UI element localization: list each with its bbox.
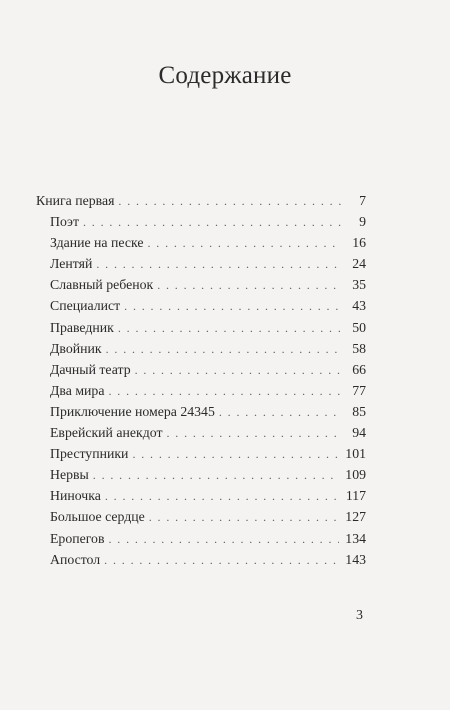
toc-entry-page: 16	[352, 235, 366, 251]
toc-entry-page: 143	[345, 551, 366, 567]
toc-entry-page: 24	[352, 256, 366, 272]
dot-leader	[157, 275, 342, 296]
toc-entry	[36, 485, 366, 506]
dot-leader	[93, 465, 340, 486]
toc-entry	[36, 528, 366, 549]
toc-entry-page: 117	[345, 488, 366, 504]
toc-entry	[36, 317, 366, 338]
toc-entry-page: 109	[345, 467, 366, 483]
toc-entry	[36, 253, 366, 274]
dot-leader	[118, 318, 342, 339]
toc-entry-label: Еврейский анекдот	[50, 425, 163, 441]
toc-entry	[36, 549, 366, 570]
page-number: 3	[356, 608, 363, 623]
toc-entry-label: Ниночка	[50, 488, 101, 504]
toc-entry-page: 43	[352, 298, 366, 314]
page-title: Содержание	[158, 62, 292, 89]
toc-entry-page: 7	[359, 193, 366, 208]
toc-entry	[36, 380, 366, 401]
toc-entry-page: 58	[352, 340, 366, 356]
dot-leader	[132, 444, 339, 465]
toc-entry	[36, 422, 366, 443]
toc-entry	[36, 359, 366, 380]
toc-entry-page: 127	[345, 509, 366, 525]
dot-leader	[104, 550, 339, 571]
toc-entry-label: Славный ребенок	[50, 277, 154, 293]
toc-entry-label: Большое сердце	[50, 509, 145, 525]
toc-entry-page: 85	[352, 403, 366, 419]
toc-entry	[36, 443, 366, 464]
toc-entry-page: 50	[352, 319, 366, 335]
toc-entry	[36, 211, 366, 232]
toc-entry-label: Праведник	[50, 319, 114, 335]
toc-entry-page: 134	[345, 530, 366, 546]
toc-entry-page: 101	[345, 446, 366, 462]
toc-entry-label: Здание на песке	[50, 235, 144, 251]
dot-leader	[167, 423, 343, 444]
toc-entry-label: Два мира	[50, 382, 105, 398]
toc-entry	[36, 232, 366, 253]
toc-entry-book-one	[36, 190, 366, 211]
dot-leader	[108, 529, 339, 550]
dot-leader	[147, 233, 342, 254]
toc-entry-label: Поэт	[50, 214, 79, 230]
dot-leader	[105, 486, 340, 507]
dot-leader	[219, 402, 342, 423]
toc-entry-label: Нервы	[50, 467, 89, 483]
dot-leader	[149, 507, 340, 528]
toc-entry-page: 9	[359, 214, 366, 230]
toc-entry	[36, 464, 366, 485]
toc-entry-page: 66	[352, 361, 366, 377]
toc-entry-label: Лентяй	[50, 256, 93, 272]
toc-entry	[36, 401, 366, 422]
toc-entry-label: Дачный театр	[50, 361, 131, 377]
dot-leader	[135, 360, 342, 381]
toc-entry-label: Еропегов	[50, 530, 105, 546]
dot-leader	[118, 191, 342, 212]
dot-leader	[83, 212, 342, 233]
table-of-contents	[36, 190, 366, 570]
toc-entry-label: Двойник	[50, 340, 102, 356]
toc-entry	[36, 338, 366, 359]
toc-entry	[36, 274, 366, 295]
toc-entry	[36, 506, 366, 527]
toc-entry-label: Апостол	[50, 551, 101, 567]
toc-entry-label: Книга первая	[36, 193, 115, 208]
dot-leader	[108, 381, 342, 402]
toc-entry-label: Преступники	[50, 446, 129, 462]
toc-entry-page: 77	[352, 382, 366, 398]
dot-leader	[124, 296, 342, 317]
dot-leader	[106, 339, 342, 360]
toc-entry-page: 35	[352, 277, 366, 293]
toc-entry-label: Приключение номера 24345	[50, 403, 215, 419]
toc-entry-label: Специалист	[50, 298, 121, 314]
dot-leader	[96, 254, 342, 275]
toc-entry-page: 94	[352, 425, 366, 441]
toc-entry	[36, 295, 366, 316]
